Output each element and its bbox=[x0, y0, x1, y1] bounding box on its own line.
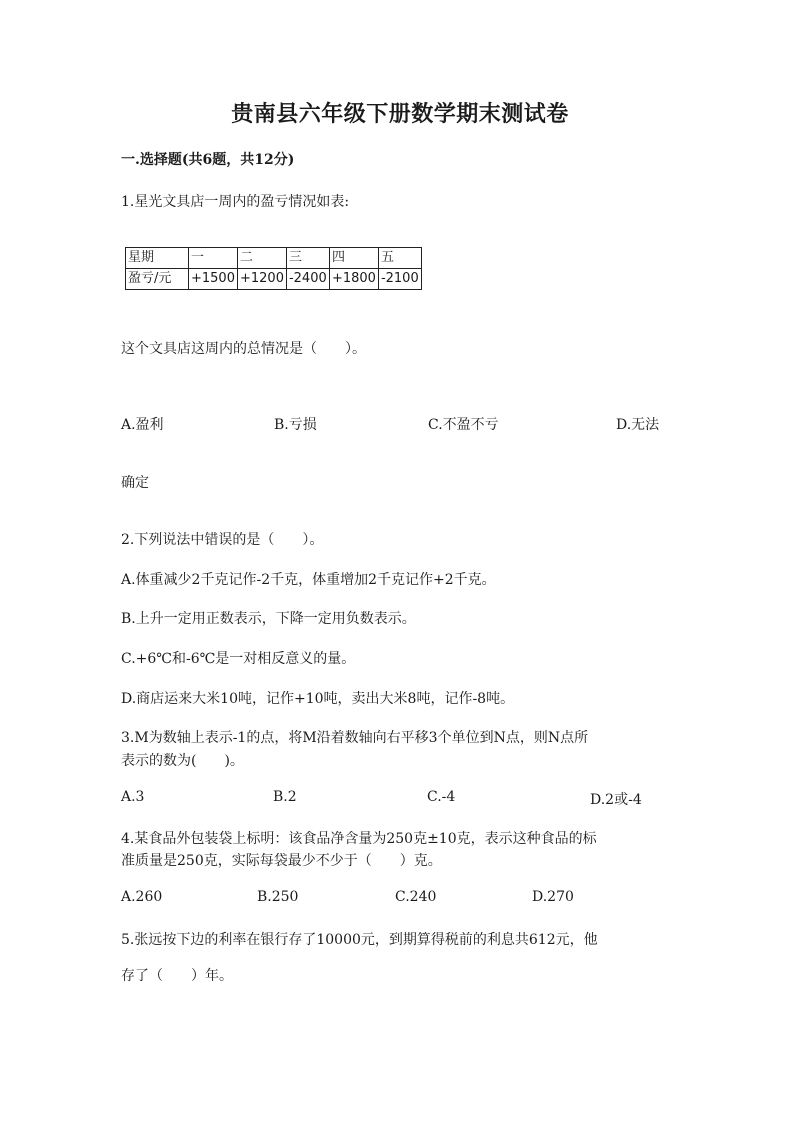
q4-option-d: D.270 bbox=[532, 889, 574, 905]
question-2-stem: 2.下列说法中错误的是（ ）。 bbox=[121, 532, 324, 548]
q4-option-a: A.260 bbox=[121, 889, 163, 905]
q1-option-d: D.无法 bbox=[616, 417, 660, 433]
q1-option-d-continued: 确定 bbox=[121, 475, 149, 491]
q2-option-b: B.上升一定用正数表示，下降一定用负数表示。 bbox=[121, 611, 416, 627]
table-cell: -2100 bbox=[378, 269, 421, 290]
q4-option-c: C.240 bbox=[395, 889, 437, 905]
exam-title: 贵南县六年级下册数学期末测试卷 bbox=[231, 101, 569, 127]
table-cell: +1800 bbox=[329, 269, 378, 290]
question-3-stem-line2: 表示的数为( )。 bbox=[121, 753, 244, 769]
q4-option-b: B.250 bbox=[257, 889, 299, 905]
q2-option-d: D.商店运来大米10吨，记作+10吨，卖出大米8吨，记作-8吨。 bbox=[121, 691, 515, 707]
question-4-stem-line2: 准质量是250克，实际每袋最少不少于（ ）克。 bbox=[121, 853, 442, 869]
q1-option-c: C.不盈不亏 bbox=[428, 417, 499, 433]
table-cell: 一 bbox=[189, 248, 238, 269]
q1-option-b: B.亏损 bbox=[274, 417, 317, 433]
question-5-stem-line2: 存了（ ）年。 bbox=[121, 968, 233, 984]
question-1-stem: 1.星光文具店一周内的盈亏情况如表: bbox=[121, 194, 350, 210]
table-cell: 星期 bbox=[126, 248, 189, 269]
q3-option-c: C.-4 bbox=[427, 789, 456, 805]
q2-option-c: C.+6℃和-6℃是一对相反意义的量。 bbox=[121, 651, 356, 667]
table-cell: 三 bbox=[286, 248, 329, 269]
table-cell: +1500 bbox=[189, 269, 238, 290]
q1-option-a: A.盈利 bbox=[121, 417, 164, 433]
q2-option-a: A.体重减少2千克记作-2千克，体重增加2千克记作+2千克。 bbox=[121, 572, 496, 588]
table-cell: 五 bbox=[378, 248, 421, 269]
question-3-stem-line1: 3.M为数轴上表示-1的点，将M沿着数轴向右平移3个单位到N点，则N点所 bbox=[121, 730, 589, 746]
question-4-stem-line1: 4.某食品外包装袋上标明：该食品净含量为250克±10克，表示这种食品的标 bbox=[121, 831, 597, 847]
table-cell: 盈亏/元 bbox=[126, 269, 189, 290]
table-cell: -2400 bbox=[286, 269, 329, 290]
table-row-weekday bbox=[126, 248, 422, 269]
table-cell: +1200 bbox=[237, 269, 286, 290]
question-5-stem-line1: 5.张远按下边的利率在银行存了10000元，到期算得税前的利息共612元，他 bbox=[121, 932, 598, 948]
table-cell: 二 bbox=[237, 248, 286, 269]
q3-option-d: D.2或-4 bbox=[590, 792, 642, 808]
q3-option-b: B.2 bbox=[273, 789, 297, 805]
table-row-profit bbox=[126, 269, 422, 290]
q3-option-a: A.3 bbox=[121, 789, 145, 805]
profit-loss-table bbox=[125, 247, 422, 290]
table-cell: 四 bbox=[329, 248, 378, 269]
section-heading: 一.选择题(共6题，共12分) bbox=[121, 152, 295, 168]
question-1-prompt: 这个文具店这周内的总情况是（ ）。 bbox=[121, 341, 366, 357]
